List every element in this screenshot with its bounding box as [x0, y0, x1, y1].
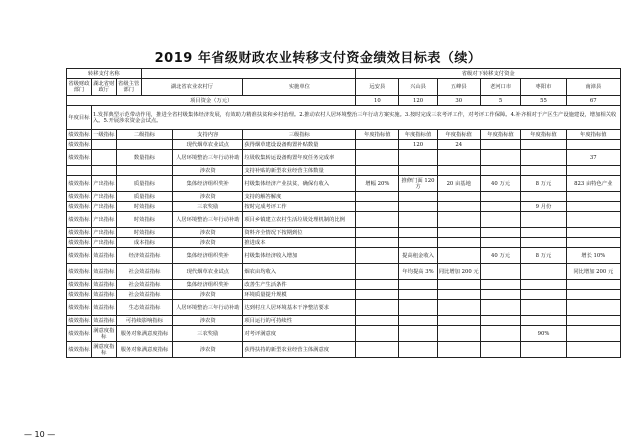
transfer-name-label: 转移支付名称 — [67, 69, 142, 79]
level3-cell: 环境质量提升规模 — [243, 290, 356, 300]
page-number: — 10 — — [24, 430, 56, 439]
table-row — [67, 248, 621, 264]
value-cell-5 — [521, 238, 566, 248]
value-cell-6 — [566, 238, 620, 248]
performance-goal-table — [66, 68, 621, 358]
value-cell-1 — [356, 342, 399, 358]
county-1: 远安县 — [356, 79, 399, 96]
value-cell-1 — [356, 192, 399, 202]
value-cell-1 — [356, 166, 399, 176]
level2-cell: 经济效益指标 — [116, 248, 173, 264]
table-row — [67, 140, 621, 150]
level1-cell: 产出指标 — [91, 176, 116, 192]
level2-cell: 社会效益指标 — [116, 264, 173, 280]
ind-header-performance: 绩效指标 — [68, 131, 90, 138]
support-cell: 现代烟草农业试点 — [173, 140, 243, 150]
value-cell-4 — [480, 212, 521, 228]
level3-cell: 改善生产生活条件 — [243, 280, 356, 290]
county-2: 兴山县 — [399, 79, 437, 96]
level2-cell: 生态效益指标 — [116, 300, 173, 316]
level3-cell: 项目运行的可持续性 — [243, 316, 356, 326]
support-cell: 涉农资 — [173, 192, 243, 202]
value-cell-6 — [566, 290, 620, 300]
value-cell-5 — [521, 140, 566, 150]
value-cell-6: 增长 10% — [566, 248, 620, 264]
level2-cell: 社会效益指标 — [116, 280, 173, 290]
value-cell-6: 37 — [566, 150, 620, 166]
level3-cell: 对考评满意度 — [243, 326, 356, 342]
value-cell-2 — [399, 290, 437, 300]
level2-cell — [116, 166, 173, 176]
level1-cell — [91, 166, 116, 176]
value-cell-3: 24 — [437, 140, 480, 150]
level1-cell: 满意度指标 — [93, 327, 115, 340]
value-cell-2 — [399, 316, 437, 326]
value-cell-2 — [399, 202, 437, 212]
table-row — [67, 166, 621, 176]
level3-cell: 按时完成考评工作 — [243, 202, 356, 212]
value-cell-1 — [356, 212, 399, 228]
value-cell-6 — [566, 140, 620, 150]
value-cell-1 — [356, 300, 399, 316]
value-cell-5: 8 万元 — [521, 176, 566, 192]
header-row-1 — [67, 69, 621, 79]
performance-cell: 绩效指标 — [67, 264, 92, 280]
table-row — [67, 326, 621, 342]
value-cell-3 — [437, 238, 480, 248]
col-hubei-finance: 湖北省财政厅 — [91, 79, 116, 96]
ind-header-value-2: 年度指标值 — [399, 130, 437, 140]
value-cell-4: 40 万元 — [480, 248, 521, 264]
annual-goal-text: 1.发挥典型示范带动作用，推进全省村级集体经济发展，有效助力精准扶贫和乡村治理。2.推动农村人居环境整治三年行动方案实施。3.按时完成三农考评工作，对考评工作保障。4.补齐相对于产区生产设施建设，增加相关收入。5.开展涉农资金会试点。 — [91, 106, 620, 130]
support-cell: 人居环境整治三年行动补助 — [173, 300, 243, 316]
level2-cell: 数量指标 — [116, 150, 173, 166]
table-row — [67, 342, 621, 358]
value-cell-1: 增幅 20% — [356, 176, 399, 192]
value-cell-4 — [480, 264, 521, 280]
level2-cell: 时效指标 — [116, 202, 173, 212]
annual-goal-row — [67, 106, 621, 130]
level3-cell: 获得烟草建设设备购置补贴数量 — [243, 140, 356, 150]
performance-cell: 绩效指标 — [67, 342, 92, 358]
value-cell-2: 推修门面 120 方 — [399, 176, 437, 192]
support-cell: 涉农资 — [173, 228, 243, 238]
level3-cell: 烟农亩均收入 — [243, 264, 356, 280]
value-cell-6 — [566, 316, 620, 326]
county-5: 枣阳市 — [521, 79, 566, 96]
value-cell-3 — [437, 192, 480, 202]
value-cell-6 — [566, 166, 620, 176]
ind-header-level2: 二级指标 — [116, 130, 173, 140]
table-row — [67, 202, 621, 212]
value-cell-3 — [437, 228, 480, 238]
value-cell-3 — [437, 342, 480, 358]
table-row — [67, 264, 621, 280]
performance-cell: 绩效指标 — [68, 141, 90, 148]
value-cell-4 — [480, 342, 521, 358]
level2-cell: 成本指标 — [116, 238, 173, 248]
value-cell-2 — [399, 228, 437, 238]
value-cell-4 — [480, 202, 521, 212]
performance-cell: 绩效指标 — [67, 212, 92, 228]
funds-value-3: 30 — [437, 96, 480, 106]
value-cell-6 — [566, 202, 620, 212]
level1-cell: 效益指标 — [93, 291, 115, 298]
level2-cell: 服务对象满意度指标 — [116, 342, 173, 358]
value-cell-4 — [480, 192, 521, 202]
table-row — [67, 238, 621, 248]
value-cell-6: 同比增加 200 元 — [566, 264, 620, 280]
value-cell-5 — [521, 166, 566, 176]
value-cell-4 — [480, 150, 521, 166]
header-row-2 — [67, 79, 621, 96]
value-cell-1 — [356, 264, 399, 280]
level1-cell: 满意度指标 — [93, 343, 115, 356]
support-cell: 涉农资 — [173, 342, 243, 358]
value-cell-2 — [399, 342, 437, 358]
level1-cell — [91, 140, 116, 150]
support-cell: 人居环境整治三年行动补助 — [173, 150, 243, 166]
table-row — [67, 176, 621, 192]
performance-cell: 绩效指标 — [68, 291, 90, 298]
value-cell-1 — [356, 248, 399, 264]
level1-cell: 产出指标 — [93, 203, 115, 210]
value-cell-1 — [356, 150, 399, 166]
level3-cell: 达到村庄人居环境基本干净整洁要求 — [243, 300, 356, 316]
table-row — [67, 212, 621, 228]
value-cell-1 — [356, 326, 399, 342]
value-cell-2 — [399, 238, 437, 248]
value-cell-1 — [356, 290, 399, 300]
value-cell-3 — [437, 166, 480, 176]
value-cell-5 — [521, 316, 566, 326]
value-cell-5 — [521, 342, 566, 358]
performance-cell: 绩效指标 — [67, 176, 92, 192]
value-cell-1 — [356, 280, 399, 290]
performance-cell: 绩效指标 — [68, 239, 90, 246]
value-cell-2 — [399, 166, 437, 176]
performance-cell: 绩效指标 — [67, 326, 92, 342]
funds-value-5: 55 — [521, 96, 566, 106]
performance-cell — [67, 166, 92, 176]
ind-header-value-6: 年度指标值 — [566, 130, 620, 140]
funds-value-2: 120 — [399, 96, 437, 106]
funds-row — [67, 96, 621, 106]
table-row — [67, 316, 621, 326]
value-cell-4 — [480, 280, 521, 290]
support-cell: 三农奖励 — [173, 202, 243, 212]
funds-label: 项目资金（万元） — [67, 96, 356, 106]
level1-cell: 产出指标 — [93, 193, 115, 200]
level2-cell: 质量指标 — [116, 192, 173, 202]
value-cell-5 — [521, 228, 566, 238]
support-cell: 人居环境整治三年行动补助 — [173, 212, 243, 228]
value-cell-1 — [356, 316, 399, 326]
value-cell-3 — [437, 300, 480, 316]
value-cell-5 — [521, 192, 566, 202]
value-cell-6 — [566, 300, 620, 316]
level1-cell: 效益指标 — [91, 300, 116, 316]
value-cell-4 — [480, 228, 521, 238]
col-provincial-dept: 省级财政部门 — [67, 79, 92, 96]
level2-cell: 社会效益指标 — [116, 290, 173, 300]
value-cell-5 — [521, 212, 566, 228]
support-cell: 涉农资 — [173, 238, 243, 248]
level1-cell — [91, 150, 116, 166]
level3-cell: 获得扶持的新型农业经营主体满意度 — [243, 342, 356, 358]
table-row — [67, 228, 621, 238]
level1-cell: 产出指标 — [91, 212, 116, 228]
level1-cell: 效益指标 — [91, 264, 116, 280]
value-cell-4 — [480, 238, 521, 248]
value-cell-6 — [566, 212, 620, 228]
performance-cell: 绩效指标 — [68, 193, 90, 200]
value-cell-5 — [521, 280, 566, 290]
value-cell-3 — [437, 150, 480, 166]
value-cell-1 — [356, 238, 399, 248]
value-cell-6 — [566, 280, 620, 290]
level3-cell: 村级集体经济产业扶贫，确保有收入 — [243, 176, 356, 192]
level3-cell: 支持补贴的新型农业经营主体数量 — [243, 166, 356, 176]
value-cell-5: 9 月份 — [521, 202, 566, 212]
indicator-rows — [67, 140, 621, 358]
value-cell-4 — [480, 300, 521, 316]
support-cell: 三农奖励 — [173, 326, 243, 342]
performance-cell: 绩效指标 — [67, 300, 92, 316]
ind-header-value-3: 年度指标值 — [437, 130, 480, 140]
ind-header-support: 支持内容 — [173, 130, 243, 140]
value-cell-5 — [521, 290, 566, 300]
table-row — [67, 300, 621, 316]
performance-cell: 绩效指标 — [68, 203, 90, 210]
value-cell-6 — [566, 228, 620, 238]
value-cell-3: 20 亩基地 — [437, 176, 480, 192]
performance-cell: 绩效指标 — [67, 248, 92, 264]
value-cell-3: 同比增加 200 元 — [437, 264, 480, 280]
value-cell-4 — [480, 326, 521, 342]
support-cell: 集体经济组织奖补 — [173, 248, 243, 264]
value-cell-3 — [437, 326, 480, 342]
level3-cell: 支持的解答解度 — [243, 192, 356, 202]
level3-cell: 垃圾收集转运设备购置年度任务完成率 — [243, 150, 356, 166]
ind-header-value-4: 年度指标值 — [480, 130, 521, 140]
value-cell-6: 823 亩特色产业 — [566, 176, 620, 192]
level2-cell: 时效指标 — [116, 212, 173, 228]
support-cell: 涉农资 — [173, 316, 243, 326]
value-cell-4 — [480, 316, 521, 326]
level2-cell — [116, 140, 173, 150]
level3-cell: 推进成本 — [243, 238, 356, 248]
ind-header-value-1: 年度指标值 — [356, 130, 399, 140]
value-cell-2: 120 — [399, 140, 437, 150]
support-cell: 集体经济组织奖补 — [173, 176, 243, 192]
performance-cell: 绩效指标 — [67, 150, 92, 166]
value-cell-4 — [480, 140, 521, 150]
value-cell-5: 90% — [521, 326, 566, 342]
value-cell-4 — [480, 166, 521, 176]
lower-funds-label: 省级对下转移支付资金 — [356, 69, 621, 79]
value-cell-2: 年均提高 3% — [399, 264, 437, 280]
value-cell-2 — [399, 212, 437, 228]
performance-cell: 绩效指标 — [68, 229, 90, 236]
value-cell-2 — [399, 280, 437, 290]
support-cell: 现代烟草农业试点 — [173, 264, 243, 280]
value-cell-2 — [399, 150, 437, 166]
unit-label: 实施单位 — [243, 79, 356, 96]
value-cell-3 — [437, 290, 480, 300]
support-cell: 涉农资 — [173, 290, 243, 300]
value-cell-6 — [566, 192, 620, 202]
value-cell-5 — [521, 150, 566, 166]
county-4: 老河口市 — [480, 79, 521, 96]
col-competent-label: 省级主管部门 — [116, 79, 141, 96]
value-cell-2 — [399, 300, 437, 316]
value-cell-3 — [437, 280, 480, 290]
ind-header-level1: 一级指标 — [93, 131, 115, 138]
level1-cell: 产出指标 — [93, 229, 115, 236]
value-cell-5 — [521, 300, 566, 316]
value-cell-3 — [437, 202, 480, 212]
county-3: 五峰县 — [437, 79, 480, 96]
level2-cell: 质量指标 — [116, 176, 173, 192]
competent-dept-value: 湖北省农业农村厅 — [141, 79, 243, 96]
indicator-header-row — [67, 130, 621, 140]
value-cell-3 — [437, 316, 480, 326]
level1-cell: 产出指标 — [93, 239, 115, 246]
value-cell-1 — [356, 140, 399, 150]
support-cell: 涉农资 — [173, 166, 243, 176]
level2-cell: 时效指标 — [116, 228, 173, 238]
value-cell-6 — [566, 326, 620, 342]
funds-value-6: 67 — [566, 96, 620, 106]
value-cell-1 — [356, 228, 399, 238]
table-row — [67, 150, 621, 166]
table-row — [67, 192, 621, 202]
level1-cell: 效益指标 — [93, 317, 115, 324]
table-row — [67, 290, 621, 300]
ind-header-value-5: 年度指标值 — [521, 130, 566, 140]
level3-cell: 资料齐全情况下按期到位 — [243, 228, 356, 238]
performance-cell: 绩效指标 — [68, 281, 90, 288]
value-cell-6 — [566, 342, 620, 358]
value-cell-3 — [437, 248, 480, 264]
value-cell-4 — [480, 290, 521, 300]
value-cell-2: 提高租金收入 — [399, 248, 437, 264]
level1-cell: 效益指标 — [91, 248, 116, 264]
level2-cell: 可持续影响指标 — [116, 316, 173, 326]
table-row — [67, 280, 621, 290]
funds-value-1: 10 — [356, 96, 399, 106]
value-cell-5: 8 万元 — [521, 248, 566, 264]
value-cell-3 — [437, 212, 480, 228]
level3-cell: 村级集体经济收入增加 — [243, 248, 356, 264]
value-cell-5 — [521, 264, 566, 280]
support-cell: 集体经济组织奖补 — [173, 280, 243, 290]
page-title: 2019 年省级财政农业转移支付资金绩效目标表（续） — [154, 51, 482, 66]
annual-goal-label: 年度目标 — [67, 106, 92, 130]
funds-value-4: 5 — [480, 96, 521, 106]
level1-cell: 效益指标 — [93, 281, 115, 288]
county-6: 南漳县 — [566, 79, 620, 96]
value-cell-4: 40 万元 — [480, 176, 521, 192]
performance-cell: 绩效指标 — [68, 317, 90, 324]
level3-cell: 项目乡镇建立农村生活垃圾处理机制的比例 — [243, 212, 356, 228]
value-cell-1 — [356, 202, 399, 212]
value-cell-2 — [399, 326, 437, 342]
level2-cell: 服务对象满意度指标 — [116, 326, 173, 342]
value-cell-2 — [399, 192, 437, 202]
ind-header-level3: 三级指标 — [243, 130, 356, 140]
